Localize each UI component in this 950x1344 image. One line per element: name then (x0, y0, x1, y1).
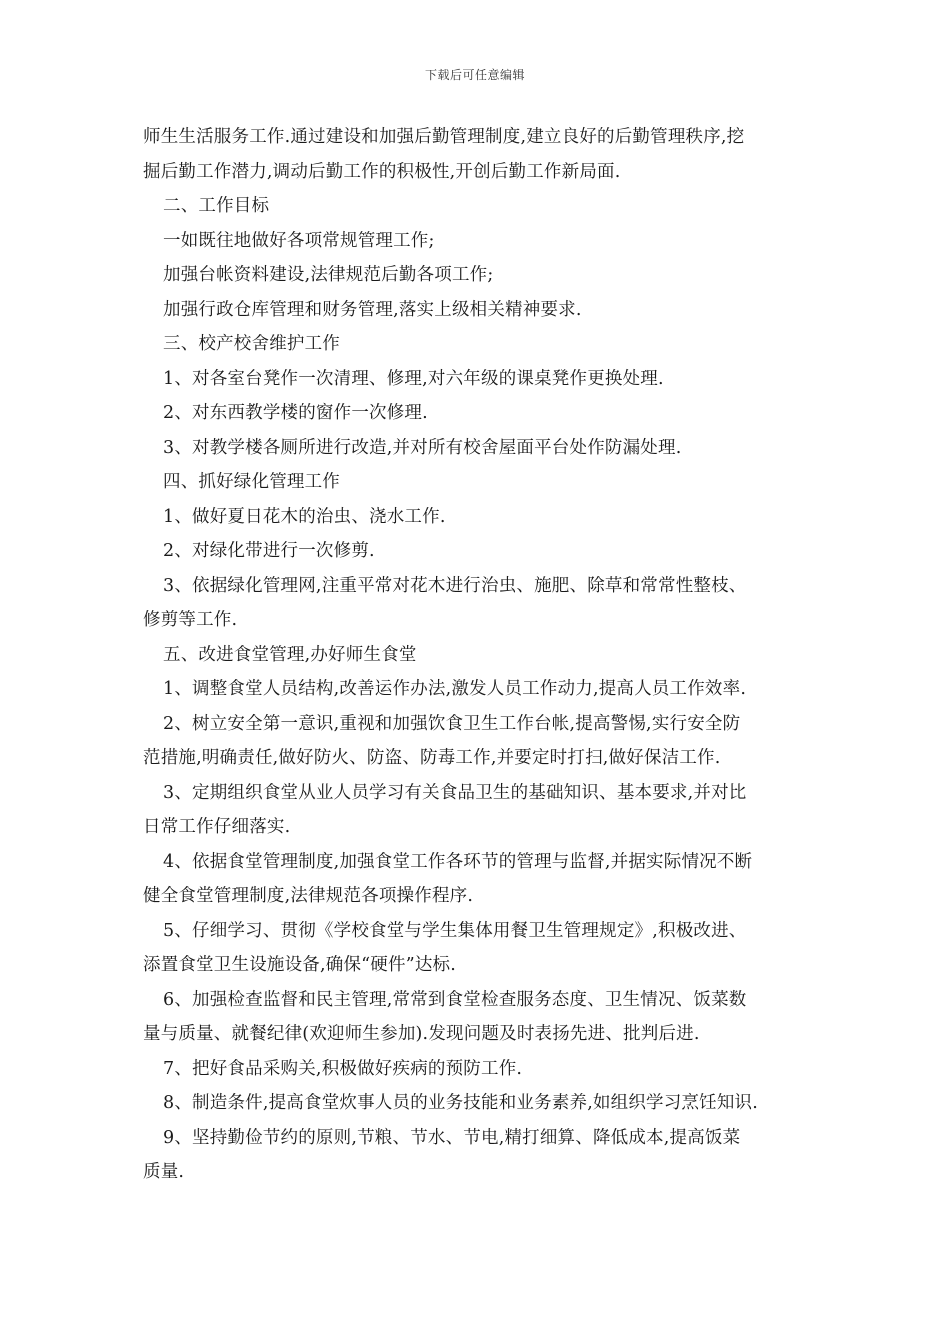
text-line: 2、树立安全第一意识,重视和加强饮食卫生工作台帐,提高警惕,实行安全防 (163, 713, 741, 734)
text-line: 四、抓好绿化管理工作 (163, 472, 340, 492)
text-line: 1、对各室台凳作一次清理、修理,对六年级的课桌凳作更换处理. (163, 368, 664, 389)
text-line: 7、把好食品采购关,积极做好疾病的预防工作. (163, 1058, 523, 1079)
text-line: 健全食堂管理制度,法律规范各项操作程序. (143, 886, 474, 906)
text-line: 二、工作目标 (163, 196, 270, 216)
text-line: 3、依据绿化管理网,注重平常对花木进行治虫、施肥、除草和常常性整枝、 (163, 575, 747, 596)
text-line: 量与质量、就餐纪律(欢迎师生参加).发现问题及时表扬先进、批判后进. (143, 1024, 700, 1044)
text-line: 掘后勤工作潜力,调动后勤工作的积极性,开创后勤工作新局面. (143, 161, 621, 182)
text-line: 日常工作仔细落实. (143, 817, 291, 837)
text-line: 质量. (143, 1162, 185, 1182)
text-line: 一如既往地做好各项常规管理工作; (163, 230, 435, 251)
text-line: 1、做好夏日花木的治虫、浇水工作. (163, 506, 446, 527)
text-line: 添置食堂卫生设施设备,确保“硬件”达标. (143, 955, 457, 975)
text-line: 6、加强检查监督和民主管理,常常到食堂检查服务态度、卫生情况、饭菜数 (163, 989, 747, 1010)
text-line: 五、改进食堂管理,办好师生食堂 (163, 644, 417, 665)
page-header-note: 下载后可任意编辑 (424, 68, 525, 82)
text-line: 4、依据食堂管理制度,加强食堂工作各环节的管理与监督,并据实际情况不断 (163, 851, 753, 872)
text-line: 8、制造条件,提高食堂炊事人员的业务技能和业务素养,如组织学习烹饪知识. (163, 1093, 759, 1113)
text-line: 9、坚持勤俭节约的原则,节粮、节水、节电,精打细算、降低成本,提高饭菜 (163, 1127, 741, 1148)
text-line: 3、定期组织食堂从业人员学习有关食品卫生的基础知识、基本要求,并对比 (163, 782, 747, 803)
text-line: 加强台帐资料建设,法律规范后勤各项工作; (163, 265, 494, 285)
text-line: 2、对绿化带进行一次修剪. (163, 541, 375, 561)
text-line: 3、对教学楼各厕所进行改造,并对所有校舍屋面平台处作防漏处理. (163, 437, 682, 458)
text-line: 2、对东西教学楼的窗作一次修理. (163, 403, 428, 423)
document-body (143, 120, 813, 1190)
text-line: 修剪等工作. (143, 610, 238, 630)
text-line: 三、校产校舍维护工作 (163, 334, 340, 354)
text-line: 师生生活服务工作.通过建设和加强后勤管理制度,建立良好的后勤管理秩序,挖 (143, 127, 745, 147)
text-line: 范措施,明确责任,做好防火、防盗、防毒工作,并要定时打扫,做好保洁工作. (143, 748, 721, 768)
text-line: 加强行政仓库管理和财务管理,落实上级相关精神要求. (163, 299, 582, 320)
text-line: 1、调整食堂人员结构,改善运作办法,激发人员工作动力,提高人员工作效率. (163, 679, 747, 699)
text-line: 5、仔细学习、贯彻《学校食堂与学生集体用餐卫生管理规定》,积极改进、 (163, 920, 747, 941)
